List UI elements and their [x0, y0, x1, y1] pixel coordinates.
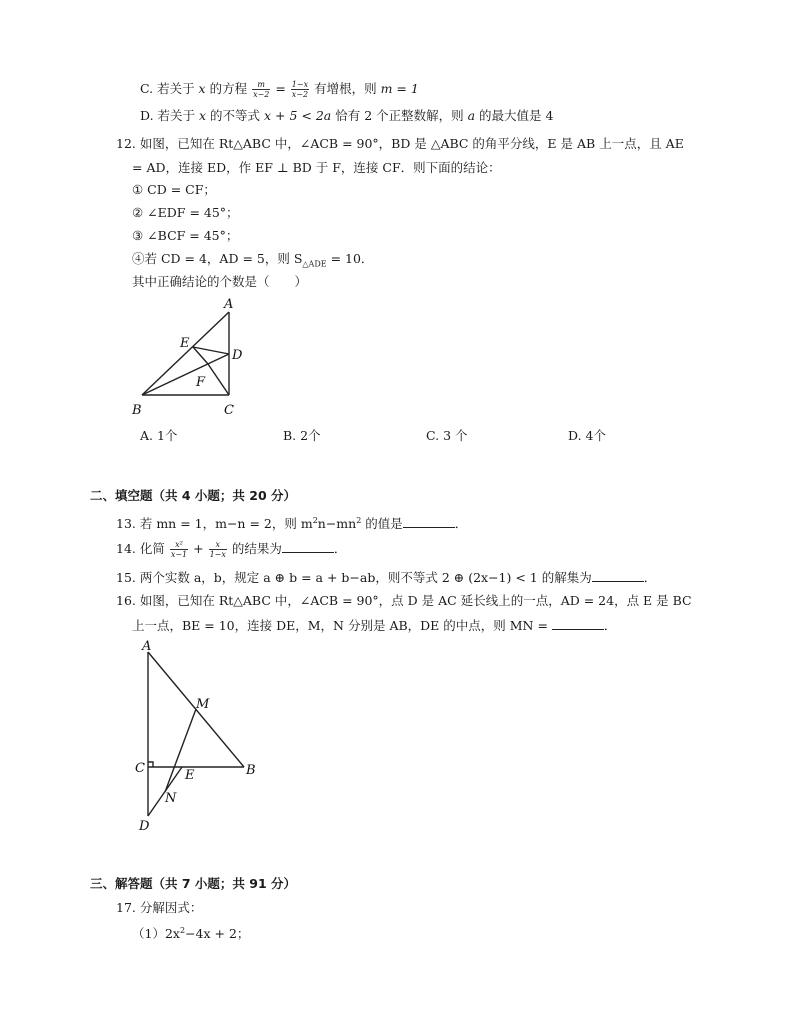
q12-figure: [128, 293, 258, 418]
label-n: N: [165, 791, 177, 806]
label-a: A: [224, 297, 234, 312]
q11-option-c: C. 若关于 x 的方程 $\frac{m}{x-2}$ = $\frac{1-x}{x-2}$ 有增根，则 m = 1: [140, 80, 419, 99]
label-e: E: [180, 336, 190, 351]
label-e: E: [185, 768, 195, 783]
q12-stem-line2: = AD，连接 ED，作 EF ⊥ BD 于 F，连接 CF．则下面的结论：: [132, 160, 501, 175]
fraction-2: $\frac{1-x}{x-2}$: [291, 80, 309, 99]
label-f: F: [196, 375, 206, 390]
segment-ab: [142, 312, 229, 395]
label-b: B: [246, 763, 256, 778]
segment-cf: [208, 364, 229, 395]
q12-conclusion-3: ③ ∠BCF = 45°；: [132, 228, 239, 243]
q12-option-c[interactable]: C. 3 个: [426, 428, 468, 443]
q16-line1: 16. 如图，已知在 Rt△ABC 中，∠ACB = 90°，点 D 是 AC 延长线上的一点，AD = 24，点 E 是 BC: [116, 593, 692, 608]
label-d: D: [139, 819, 150, 834]
q12-option-b[interactable]: B. 2个: [283, 428, 321, 443]
section-2-title: 二、填空题（共 4 小题；共 20 分）: [90, 488, 297, 503]
answer-blank-13[interactable]: [403, 515, 455, 528]
q17: 17. 分解因式：: [116, 900, 203, 915]
answer-blank-15[interactable]: [592, 569, 644, 582]
q14: 14. 化简 $\frac{\text{x²}}{x-1}$ + $\frac{x}{1-x}$ 的结果为 ．: [116, 540, 347, 559]
q12-conclusion-4: ④若 CD = 4，AD = 5，则 $S_{\triangle ADE} = 10$．: [132, 251, 374, 269]
fraction-1: $\frac{m}{x-2}$: [253, 80, 270, 99]
q15: 15. 两个实数 a，b，规定 a ⊕ b = a + b−ab，则不等式 2 ⊕ (2x−1) < 1 的解集为 ．: [116, 570, 657, 585]
answer-blank-14[interactable]: [282, 540, 334, 553]
answer-blank-16[interactable]: [552, 617, 604, 630]
right-angle-mark: [148, 762, 153, 767]
q12-option-d[interactable]: D. 4个: [568, 428, 606, 443]
q16-line2: 上一点，BE = 10，连接 DE，M，N 分别是 AB，DE 的中点，则 MN = ．: [132, 618, 617, 633]
section-3-title: 三、解答题（共 7 小题；共 91 分）: [90, 876, 297, 891]
fraction-q14-2: $\frac{x}{1-x}$: [209, 540, 226, 559]
q12-option-a[interactable]: A. 1个: [140, 428, 178, 443]
q12-question: 其中正确结论的个数是（ ）: [132, 274, 308, 289]
q16-figure: [132, 638, 272, 838]
q17-part1: $(1)2x^2-4x + 2$；: [132, 926, 250, 942]
label-c: C: [224, 403, 234, 418]
label-b: B: [132, 403, 142, 418]
label-c: C: [135, 761, 145, 776]
q12-conclusion-2: ② ∠EDF = 45°；: [132, 205, 239, 220]
q11-option-d: D. 若关于 x 的不等式 x + 5 < 2a 恰有 2 个正整数解，则 a 的最大值是 4: [140, 108, 554, 123]
label-a: A: [142, 639, 152, 654]
q12-conclusion-1: ① CD = CF；: [132, 182, 216, 197]
q13: 13. 若 mn = 1，m−n = 2，则 $m^2n-mn^2$ 的值是 ．: [116, 516, 468, 532]
label-m: M: [196, 697, 210, 712]
q12-stem-line1: 12. 如图，已知在 Rt△ABC 中，∠ACB = 90°，BD 是 △ABC 的角平分线，E 是 AB 上一点，且 AE: [116, 136, 684, 151]
label-d: D: [232, 348, 243, 363]
fraction-q14-1: $\frac{\text{x²}}{x-1}$: [170, 540, 188, 559]
